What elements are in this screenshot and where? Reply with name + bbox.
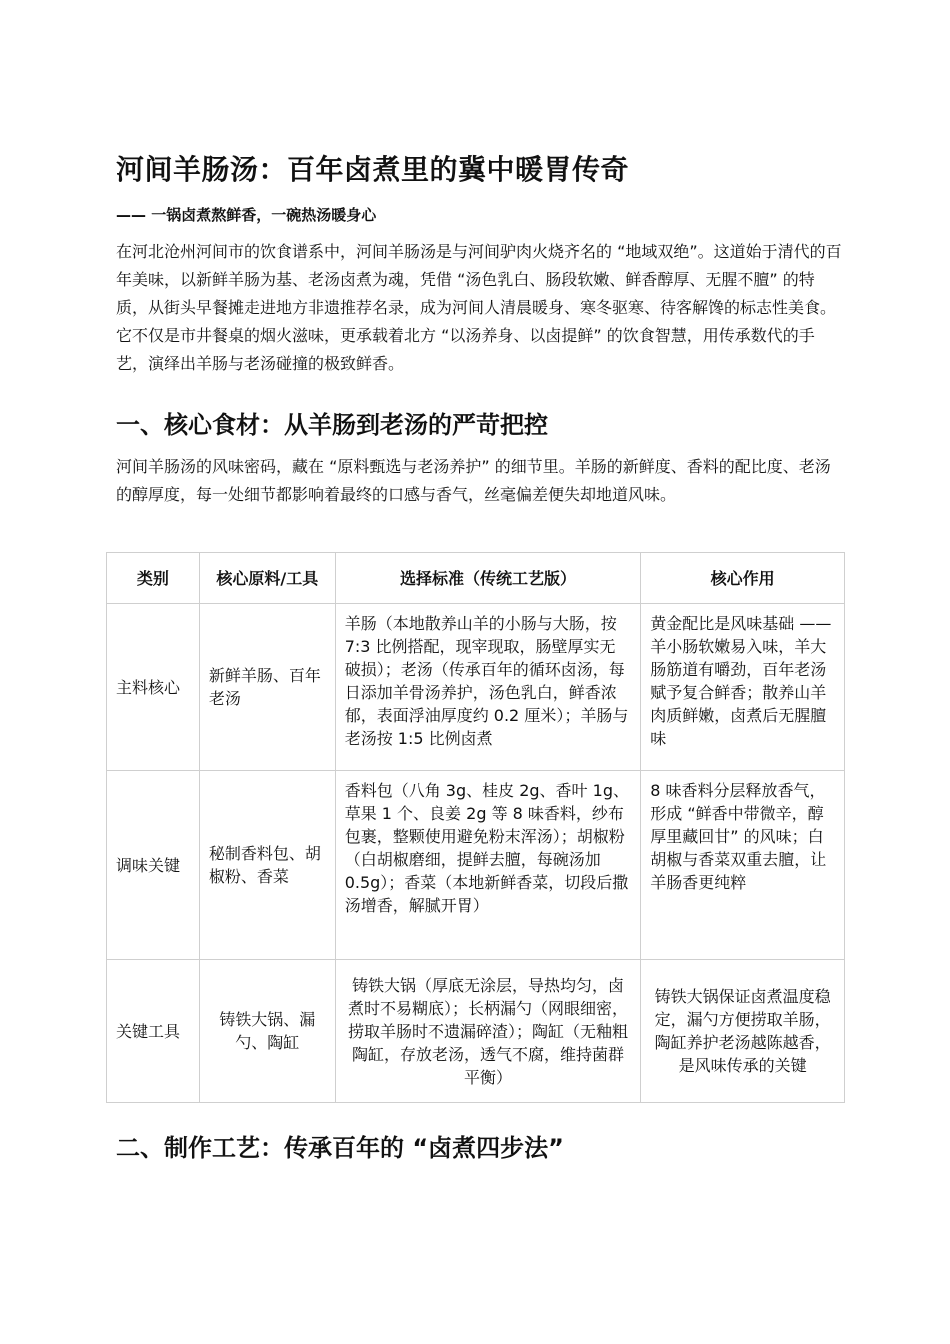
cell-materials: 新鲜羊肠、百年老汤 bbox=[199, 604, 335, 771]
cell-standard: 铸铁大锅（厚底无涂层，导热均匀，卤煮时不易糊底）；长柄漏勺（网眼细密，捞取羊肠时不遗漏碎渣）；陶缸（无釉粗陶缸，存放老汤，透气不腐，维持菌群平衡） bbox=[335, 960, 641, 1103]
cell-category: 调味关键 bbox=[107, 771, 200, 960]
page-subtitle: —— 一锅卤煮熬鲜香，一碗热汤暖身心 bbox=[116, 206, 377, 224]
cell-materials: 铸铁大锅、漏勺、陶缸 bbox=[199, 960, 335, 1103]
ingredients-table bbox=[106, 552, 845, 1103]
section2-heading: 二、制作工艺：传承百年的 “卤煮四步法” bbox=[116, 1134, 564, 1162]
table-row bbox=[107, 604, 845, 771]
section1-paragraph: 河间羊肠汤的风味密码，藏在 “原料甄选与老汤养护” 的细节里。羊肠的新鲜度、香料的配比度、老汤的醇厚度，每一处细节都影响着最终的口感与香气，丝毫偏差便失却地道风味。 bbox=[116, 457, 831, 504]
cell-role: 铸铁大锅保证卤煮温度稳定，漏勺方便捞取羊肠，陶缸养护老汤越陈越香，是风味传承的关键 bbox=[641, 960, 845, 1103]
cell-category: 关键工具 bbox=[107, 960, 200, 1103]
header-category: 类别 bbox=[107, 553, 200, 604]
section1-heading: 一、核心食材：从羊肠到老汤的严苛把控 bbox=[116, 411, 548, 439]
table-row bbox=[107, 960, 845, 1103]
cell-standard: 香料包（八角 3g、桂皮 2g、香叶 1g、草果 1 个、良姜 2g 等 8 味香料，纱布包裹，整颗使用避免粉末浑汤）；胡椒粉（白胡椒磨细，提鲜去膻，每碗汤加 0.5g）；香菜（本地新鲜香菜，切段后撒汤增香，解腻开胃） bbox=[335, 771, 641, 960]
cell-category: 主料核心 bbox=[107, 604, 200, 771]
table-header-row bbox=[107, 553, 845, 604]
intro-paragraph: 在河北沧州河间市的饮食谱系中，河间羊肠汤是与河间驴肉火烧齐名的 “地域双绝”。这道始于清代的百年美味，以新鲜羊肠为基、老汤卤煮为魂，凭借 “汤色乳白、肠段软嫩、鲜香醇厚、无腥不膻” 的特质，从街头早餐摊走进地方非遗推荐名录，成为河间人清晨暖身、寒冬驱寒、待客解馋的标志性美食。它不仅是市井餐桌的烟火滋味，更承载着北方 “以汤养身、以卤提鲜” 的饮食智慧，用传承数代的手艺，演绎出羊肠与老汤碰撞的极致鲜香。 bbox=[116, 242, 842, 373]
cell-materials: 秘制香料包、胡椒粉、香菜 bbox=[199, 771, 335, 960]
cell-standard: 羊肠（本地散养山羊的小肠与大肠，按 7:3 比例搭配，现宰现取，肠壁厚实无破损）；老汤（传承百年的循环卤汤，每日添加羊骨汤养护，汤色乳白，鲜香浓郁，表面浮油厚度约 0.2 厘米）；羊肠与老汤按 1:5 比例卤煮 bbox=[335, 604, 641, 771]
page-title: 河间羊肠汤：百年卤煮里的冀中暖胃传奇 bbox=[116, 153, 630, 186]
header-role: 核心作用 bbox=[641, 553, 845, 604]
cell-role: 黄金配比是风味基础 —— 羊小肠软嫩易入味，羊大肠筋道有嚼劲，百年老汤赋予复合鲜香；散养山羊肉质鲜嫩，卤煮后无腥膻味 bbox=[641, 604, 845, 771]
cell-role: 8 味香料分层释放香气，形成 “鲜香中带微辛，醇厚里藏回甘” 的风味；白胡椒与香菜双重去膻，让羊肠香更纯粹 bbox=[641, 771, 845, 960]
header-standard: 选择标准（传统工艺版） bbox=[335, 553, 641, 604]
header-materials: 核心原料/工具 bbox=[199, 553, 335, 604]
table-row bbox=[107, 771, 845, 960]
